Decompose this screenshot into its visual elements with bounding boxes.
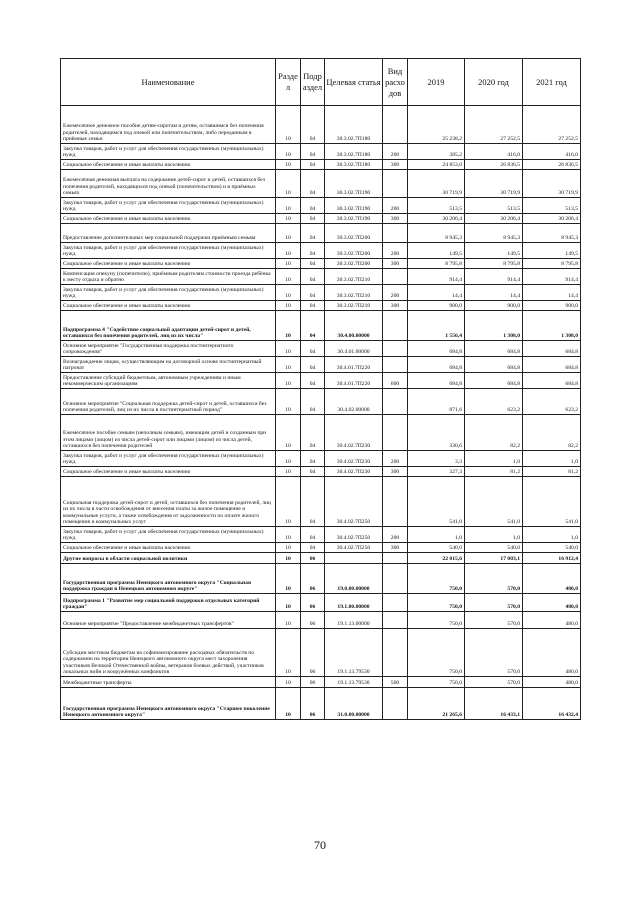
table-cell-2021: 416,0 bbox=[523, 144, 581, 160]
table-cell-vid: 200 bbox=[383, 144, 408, 160]
table-cell-target: 30.3.02.7П190 bbox=[325, 170, 383, 198]
table-cell-podrazdel: 04 bbox=[301, 467, 325, 477]
table-header-row bbox=[61, 59, 581, 106]
table-cell-vid: 300 bbox=[383, 467, 408, 477]
table-cell-razdel: 10 bbox=[276, 527, 301, 543]
table-row bbox=[61, 629, 581, 677]
header-2021: 2021 год bbox=[523, 59, 581, 106]
table-cell-name: Подпрограмма 4 "Содействие социальной адаптации детей-сирот и детей, оставшихся без попечения родителей, лиц из их числа" bbox=[61, 311, 276, 341]
table-cell-2020: 416,0 bbox=[465, 144, 523, 160]
header-name: Наименование bbox=[61, 59, 276, 106]
table-cell-2021: 513,5 bbox=[523, 198, 581, 214]
table-cell-name: Государственная программа Ненецкого автономного округа "Социальная поддержка граждан в Ненецком автономном округе" bbox=[61, 564, 276, 594]
table-cell-target: 30.4.01.7П220 bbox=[325, 357, 383, 373]
table-cell-2019: 24 853,0 bbox=[408, 160, 465, 170]
table-cell-name: Социальное обеспечение и иные выплаты населению bbox=[61, 259, 276, 269]
table-cell-podrazdel: 06 bbox=[301, 594, 325, 612]
table-cell-2021: 16 432,4 bbox=[523, 688, 581, 720]
table-cell-razdel: 10 bbox=[276, 224, 301, 243]
table-cell-2019: 541,0 bbox=[408, 477, 465, 527]
table-cell-2020: 30 206,4 bbox=[465, 214, 523, 224]
table-cell-target: 30.4.02.7П250 bbox=[325, 543, 383, 553]
table-cell-target: 30.3.02.7П200 bbox=[325, 259, 383, 269]
table-cell-target bbox=[325, 553, 383, 564]
table-cell-2019: 914,4 bbox=[408, 269, 465, 285]
table-cell-vid bbox=[383, 389, 408, 415]
table-cell-2019: 327,3 bbox=[408, 467, 465, 477]
table-cell-razdel: 10 bbox=[276, 311, 301, 341]
table-cell-2021: 900,0 bbox=[523, 301, 581, 311]
table-row bbox=[61, 594, 581, 612]
table-cell-podrazdel: 04 bbox=[301, 214, 325, 224]
table-cell-target: 30.4.02.7П250 bbox=[325, 527, 383, 543]
table-cell-razdel: 10 bbox=[276, 612, 301, 629]
table-cell-vid: 300 bbox=[383, 543, 408, 553]
table-cell-2020: 540,0 bbox=[465, 543, 523, 553]
table-cell-razdel: 10 bbox=[276, 214, 301, 224]
table-cell-name: Подпрограмма 1 "Развитие мер социальной поддержки отдельных категорий граждан" bbox=[61, 594, 276, 612]
table-cell-podrazdel: 04 bbox=[301, 477, 325, 527]
table-cell-vid: 200 bbox=[383, 451, 408, 467]
table-cell-vid bbox=[383, 269, 408, 285]
table-cell-2019: 30 719,9 bbox=[408, 170, 465, 198]
table-body bbox=[61, 106, 581, 720]
table-cell-podrazdel: 04 bbox=[301, 144, 325, 160]
table-cell-2020: 1,0 bbox=[465, 527, 523, 543]
table-cell-razdel: 10 bbox=[276, 629, 301, 677]
table-cell-target: 19.1.13.79530 bbox=[325, 629, 383, 677]
table-cell-target: 30.3.02.7П190 bbox=[325, 214, 383, 224]
table-cell-2019: 540,0 bbox=[408, 543, 465, 553]
table-cell-vid: 200 bbox=[383, 198, 408, 214]
page-number: 70 bbox=[314, 838, 326, 852]
table-cell-vid bbox=[383, 170, 408, 198]
budget-table bbox=[60, 58, 581, 720]
table-cell-2019: 8 795,8 bbox=[408, 259, 465, 269]
table-cell-target: 30.4.02.7П230 bbox=[325, 451, 383, 467]
table-cell-2020: 684,8 bbox=[465, 373, 523, 389]
table-cell-name: Закупка товаров, работ и услуг для обеспечения государственных (муниципальных) нужд bbox=[61, 285, 276, 301]
table-cell-2021: 30 206,4 bbox=[523, 214, 581, 224]
table-cell-2020: 1 308,0 bbox=[465, 311, 523, 341]
table-cell-2021: 8 795,8 bbox=[523, 259, 581, 269]
table-cell-2021: 82,2 bbox=[523, 415, 581, 451]
table-cell-vid: 600 bbox=[383, 373, 408, 389]
table-cell-target: 30.4.02.7П230 bbox=[325, 467, 383, 477]
table-cell-2019: 684,8 bbox=[408, 341, 465, 357]
table-row bbox=[61, 106, 581, 144]
table-cell-podrazdel: 06 bbox=[301, 677, 325, 688]
header-2020: 2020 год bbox=[465, 59, 523, 106]
table-row bbox=[61, 467, 581, 477]
table-row bbox=[61, 415, 581, 451]
table-cell-razdel: 10 bbox=[276, 357, 301, 373]
table-cell-razdel: 10 bbox=[276, 389, 301, 415]
table-cell-razdel: 10 bbox=[276, 341, 301, 357]
table-cell-vid bbox=[383, 594, 408, 612]
table-cell-2020: 27 252,5 bbox=[465, 106, 523, 144]
table-cell-2020: 16 433,1 bbox=[465, 688, 523, 720]
table-cell-name: Вознаграждение лицам, осуществляющим на договорной основе постинтернатный патронат bbox=[61, 357, 276, 373]
table-cell-2020: 570,0 bbox=[465, 677, 523, 688]
table-cell-2021: 480,0 bbox=[523, 629, 581, 677]
table-cell-2019: 385,2 bbox=[408, 144, 465, 160]
table-cell-2019: 25 238,2 bbox=[408, 106, 465, 144]
table-cell-2021: 480,0 bbox=[523, 564, 581, 594]
table-cell-name: Ежемесячное пособие семьям (неполным семьям), имеющим детей и созданным при этом лицами (лицом) из числа детей-сирот или лицами (лицом) из числа детей, оставшихся без попечения родителей bbox=[61, 415, 276, 451]
table-row bbox=[61, 527, 581, 543]
table-cell-podrazdel: 06 bbox=[301, 564, 325, 594]
table-cell-2021: 541,0 bbox=[523, 477, 581, 527]
table-cell-name: Закупка товаров, работ и услуг для обеспечения государственных (муниципальных) нужд bbox=[61, 527, 276, 543]
table-cell-2021: 480,0 bbox=[523, 612, 581, 629]
table-cell-name: Закупка товаров, работ и услуг для обеспечения государственных (муниципальных) нужд bbox=[61, 198, 276, 214]
table-cell-2021: 16 912,4 bbox=[523, 553, 581, 564]
table-cell-2020: 17 003,1 bbox=[465, 553, 523, 564]
table-cell-name: Социальное обеспечение и иные выплаты населению bbox=[61, 160, 276, 170]
table-cell-razdel: 10 bbox=[276, 543, 301, 553]
table-cell-razdel: 10 bbox=[276, 688, 301, 720]
table-cell-2020: 8 795,8 bbox=[465, 259, 523, 269]
table-cell-2020: 8 945,3 bbox=[465, 224, 523, 243]
table-row bbox=[61, 553, 581, 564]
table-cell-razdel: 10 bbox=[276, 677, 301, 688]
table-cell-vid bbox=[383, 688, 408, 720]
table-cell-2021: 8 945,3 bbox=[523, 224, 581, 243]
table-cell-vid bbox=[383, 341, 408, 357]
table-cell-vid bbox=[383, 612, 408, 629]
table-cell-vid: 200 bbox=[383, 285, 408, 301]
table-cell-vid: 500 bbox=[383, 677, 408, 688]
table-cell-2021: 623,2 bbox=[523, 389, 581, 415]
table-cell-2019: 684,8 bbox=[408, 357, 465, 373]
table-cell-target: 19.1.13.79530 bbox=[325, 677, 383, 688]
table-cell-2019: 750,0 bbox=[408, 677, 465, 688]
table-cell-2021: 684,8 bbox=[523, 357, 581, 373]
table-cell-razdel: 10 bbox=[276, 243, 301, 259]
table-cell-2019: 3,3 bbox=[408, 451, 465, 467]
table-cell-2021: 480,0 bbox=[523, 594, 581, 612]
table-cell-2021: 1,0 bbox=[523, 451, 581, 467]
table-cell-razdel: 10 bbox=[276, 564, 301, 594]
table-cell-2020: 82,2 bbox=[465, 415, 523, 451]
table-cell-2020: 570,0 bbox=[465, 594, 523, 612]
table-row bbox=[61, 285, 581, 301]
table-cell-podrazdel: 04 bbox=[301, 285, 325, 301]
table-cell-2019: 8 945,3 bbox=[408, 224, 465, 243]
table-row bbox=[61, 612, 581, 629]
table-cell-vid: 300 bbox=[383, 301, 408, 311]
table-cell-name: Ежемесячная денежная выплата на содержание детей-сирот и детей, оставшихся без попечения родителей, находящихся под опекой (попечительством) и в приёмных семьях bbox=[61, 170, 276, 198]
table-cell-name: Компенсация опекуну (попечителю), приёмным родителям стоимости проезда ребёнка к месту отдыха и обратно bbox=[61, 269, 276, 285]
table-cell-2020: 26 836,5 bbox=[465, 160, 523, 170]
table-cell-2019: 30 206,4 bbox=[408, 214, 465, 224]
table-cell-vid: 300 bbox=[383, 214, 408, 224]
table-cell-podrazdel: 06 bbox=[301, 629, 325, 677]
table-cell-razdel: 10 bbox=[276, 451, 301, 467]
table-cell-2019: 330,6 bbox=[408, 415, 465, 451]
table-cell-target: 30.3.02.7П210 bbox=[325, 285, 383, 301]
table-cell-razdel: 10 bbox=[276, 106, 301, 144]
table-cell-2020: 30 719,9 bbox=[465, 170, 523, 198]
table-cell-name: Социальное обеспечение и иные выплаты населению bbox=[61, 214, 276, 224]
table-cell-2021: 684,8 bbox=[523, 373, 581, 389]
table-cell-target: 30.3.02.7П190 bbox=[325, 198, 383, 214]
table-cell-target: 30.4.02.00000 bbox=[325, 389, 383, 415]
table-cell-2021: 81,2 bbox=[523, 467, 581, 477]
table-cell-razdel: 10 bbox=[276, 160, 301, 170]
table-cell-2021: 914,4 bbox=[523, 269, 581, 285]
header-vid: Вид расхо дов bbox=[383, 59, 408, 106]
table-cell-vid bbox=[383, 357, 408, 373]
table-cell-name: Ежемесячное денежное пособие детям-сиротам и детям, оставшимся без попечения родителей, находящимся под опекой или попечительством, либо переданным в приёмные семьи bbox=[61, 106, 276, 144]
table-row bbox=[61, 160, 581, 170]
table-cell-2020: 81,2 bbox=[465, 467, 523, 477]
table-row bbox=[61, 198, 581, 214]
table-cell-target: 19.1.13.00000 bbox=[325, 612, 383, 629]
table-cell-podrazdel: 04 bbox=[301, 415, 325, 451]
table-cell-2020: 1,0 bbox=[465, 451, 523, 467]
table-cell-razdel: 10 bbox=[276, 415, 301, 451]
table-cell-podrazdel: 06 bbox=[301, 553, 325, 564]
table-row bbox=[61, 301, 581, 311]
table-cell-target: 30.3.02.7П200 bbox=[325, 224, 383, 243]
table-cell-razdel: 10 bbox=[276, 259, 301, 269]
header-2019: 2019 bbox=[408, 59, 465, 106]
table-cell-podrazdel: 04 bbox=[301, 341, 325, 357]
table-row bbox=[61, 224, 581, 243]
table-cell-2019: 21 265,6 bbox=[408, 688, 465, 720]
table-cell-2019: 750,0 bbox=[408, 564, 465, 594]
table-cell-name: Предоставление дополнительных мер социальной поддержки приёмным семьям bbox=[61, 224, 276, 243]
table-cell-name: Основное мероприятие "Социальная поддержка детей-сирот и детей, оставшихся без попечения родителей, лиц из их числа в постинтернатный период" bbox=[61, 389, 276, 415]
table-cell-2020: 684,8 bbox=[465, 341, 523, 357]
table-cell-name: Социальная поддержка детей-сирот и детей, оставшихся без попечения родителей, лиц из их числа в части освобождения от внесения платы за жилое помещение и коммунальные услуги, а также освобождения от задолженности по оплате жилого помещения и коммунальных услуг bbox=[61, 477, 276, 527]
table-cell-2019: 750,0 bbox=[408, 612, 465, 629]
table-cell-2019: 1,0 bbox=[408, 527, 465, 543]
table-cell-2019: 900,0 bbox=[408, 301, 465, 311]
table-cell-2020: 623,2 bbox=[465, 389, 523, 415]
table-row bbox=[61, 357, 581, 373]
table-row bbox=[61, 170, 581, 198]
table-cell-target: 30.4.00.00000 bbox=[325, 311, 383, 341]
table-cell-2019: 14,4 bbox=[408, 285, 465, 301]
table-cell-name: Социальное обеспечение и иные выплаты населению bbox=[61, 543, 276, 553]
table-row bbox=[61, 688, 581, 720]
table-cell-2019: 871,6 bbox=[408, 389, 465, 415]
header-razdel: Разде л bbox=[276, 59, 301, 106]
table-cell-2019: 513,5 bbox=[408, 198, 465, 214]
table-cell-podrazdel: 04 bbox=[301, 224, 325, 243]
table-cell-podrazdel: 06 bbox=[301, 688, 325, 720]
table-cell-vid bbox=[383, 477, 408, 527]
table-cell-name: Социальное обеспечение и иные выплаты населению bbox=[61, 467, 276, 477]
table-cell-vid bbox=[383, 629, 408, 677]
table-cell-vid: 300 bbox=[383, 160, 408, 170]
table-cell-target: 31.0.00.00000 bbox=[325, 688, 383, 720]
table-row bbox=[61, 451, 581, 467]
table-cell-target: 30.3.02.7П180 bbox=[325, 144, 383, 160]
table-cell-name: Государственная программа Ненецкого автономного округа "Старшее поколение Ненецкого автономного округа" bbox=[61, 688, 276, 720]
table-cell-2019: 1 556,4 bbox=[408, 311, 465, 341]
table-cell-vid bbox=[383, 224, 408, 243]
table-cell-2020: 14,4 bbox=[465, 285, 523, 301]
table-cell-2021: 480,0 bbox=[523, 677, 581, 688]
table-cell-podrazdel: 06 bbox=[301, 612, 325, 629]
table-cell-target: 30.4.02.7П250 bbox=[325, 477, 383, 527]
table-cell-podrazdel: 04 bbox=[301, 170, 325, 198]
header-target: Целевая статья bbox=[325, 59, 383, 106]
table-cell-2020: 570,0 bbox=[465, 564, 523, 594]
table-cell-vid: 200 bbox=[383, 243, 408, 259]
table-cell-2020: 914,4 bbox=[465, 269, 523, 285]
table-cell-target: 19.0.00.00000 bbox=[325, 564, 383, 594]
table-cell-target: 30.3.02.7П210 bbox=[325, 269, 383, 285]
table-cell-target: 30.3.02.7П180 bbox=[325, 160, 383, 170]
table-cell-name: Закупка товаров, работ и услуг для обеспечения государственных (муниципальных) нужд bbox=[61, 144, 276, 160]
table-cell-name: Основное мероприятие "Государственная поддержка постинтернатного сопровождения" bbox=[61, 341, 276, 357]
table-cell-razdel: 10 bbox=[276, 301, 301, 311]
table-cell-2020: 570,0 bbox=[465, 612, 523, 629]
table-cell-2020: 149,5 bbox=[465, 243, 523, 259]
table-row bbox=[61, 373, 581, 389]
table-cell-vid bbox=[383, 311, 408, 341]
table-cell-vid: 200 bbox=[383, 527, 408, 543]
table-cell-razdel: 10 bbox=[276, 170, 301, 198]
table-cell-razdel: 10 bbox=[276, 144, 301, 160]
table-cell-2021: 26 836,5 bbox=[523, 160, 581, 170]
table-row bbox=[61, 543, 581, 553]
table-cell-2021: 684,8 bbox=[523, 341, 581, 357]
table-cell-2021: 1,0 bbox=[523, 527, 581, 543]
table-cell-name: Закупка товаров, работ и услуг для обеспечения государственных (муниципальных) нужд bbox=[61, 243, 276, 259]
table-cell-podrazdel: 04 bbox=[301, 311, 325, 341]
table-cell-podrazdel: 04 bbox=[301, 269, 325, 285]
table-row bbox=[61, 144, 581, 160]
table-cell-name: Закупка товаров, работ и услуг для обеспечения государственных (муниципальных) нужд bbox=[61, 451, 276, 467]
table-cell-target: 30.4.02.7П230 bbox=[325, 415, 383, 451]
table-cell-2021: 149,5 bbox=[523, 243, 581, 259]
table-cell-2019: 149,5 bbox=[408, 243, 465, 259]
table-cell-podrazdel: 04 bbox=[301, 106, 325, 144]
table-cell-podrazdel: 04 bbox=[301, 198, 325, 214]
table-row bbox=[61, 311, 581, 341]
table-cell-2021: 1 308,0 bbox=[523, 311, 581, 341]
table-cell-2020: 900,0 bbox=[465, 301, 523, 311]
table-cell-vid bbox=[383, 564, 408, 594]
table-cell-razdel: 10 bbox=[276, 285, 301, 301]
table-cell-vid bbox=[383, 106, 408, 144]
table-cell-2019: 22 015,6 bbox=[408, 553, 465, 564]
table-cell-podrazdel: 04 bbox=[301, 527, 325, 543]
table-cell-vid bbox=[383, 553, 408, 564]
table-cell-2020: 684,8 bbox=[465, 357, 523, 373]
table-cell-name: Основное мероприятие "Предоставление межбюджетных трансфертов" bbox=[61, 612, 276, 629]
table-row bbox=[61, 269, 581, 285]
table-cell-podrazdel: 04 bbox=[301, 243, 325, 259]
table-cell-razdel: 10 bbox=[276, 269, 301, 285]
table-cell-podrazdel: 04 bbox=[301, 259, 325, 269]
table-cell-2019: 750,0 bbox=[408, 629, 465, 677]
table-cell-vid bbox=[383, 415, 408, 451]
table-cell-2020: 541,0 bbox=[465, 477, 523, 527]
table-cell-razdel: 10 bbox=[276, 198, 301, 214]
table-cell-name: Субсидии местным бюджетам на софинансирование расходных обязательств по содержанию на территории Ненецкого автономного округа мест захоронения участников Великой Отечественной войны, ветеранов боевых действий, участников локальных войн и вооружённых конфликтов bbox=[61, 629, 276, 677]
table-cell-podrazdel: 04 bbox=[301, 357, 325, 373]
table-cell-target: 30.4.01.7П220 bbox=[325, 373, 383, 389]
table-cell-razdel: 10 bbox=[276, 373, 301, 389]
table-cell-podrazdel: 04 bbox=[301, 389, 325, 415]
table-cell-target: 19.1.00.00000 bbox=[325, 594, 383, 612]
table-row bbox=[61, 564, 581, 594]
table-cell-target: 30.4.01.00000 bbox=[325, 341, 383, 357]
header-podrazdel: Подр аздел bbox=[301, 59, 325, 106]
table-cell-target: 30.3.02.7П180 bbox=[325, 106, 383, 144]
table-cell-2021: 30 719,9 bbox=[523, 170, 581, 198]
table-row bbox=[61, 341, 581, 357]
table-cell-2021: 27 252,5 bbox=[523, 106, 581, 144]
table-row bbox=[61, 477, 581, 527]
table-row bbox=[61, 677, 581, 688]
table-row bbox=[61, 243, 581, 259]
table-cell-name: Межбюджетные трансферты bbox=[61, 677, 276, 688]
table-cell-razdel: 10 bbox=[276, 467, 301, 477]
table-cell-2021: 540,0 bbox=[523, 543, 581, 553]
table-cell-2020: 513,5 bbox=[465, 198, 523, 214]
table-cell-name: Другие вопросы в области социальной политики bbox=[61, 553, 276, 564]
table-cell-2019: 750,0 bbox=[408, 594, 465, 612]
table-cell-2019: 684,8 bbox=[408, 373, 465, 389]
table-cell-podrazdel: 04 bbox=[301, 451, 325, 467]
table-cell-2020: 570,0 bbox=[465, 629, 523, 677]
table-cell-podrazdel: 04 bbox=[301, 160, 325, 170]
table-cell-name: Предоставление субсидий бюджетным, автономным учреждениям и иным некоммерческим организациям bbox=[61, 373, 276, 389]
table-cell-razdel: 10 bbox=[276, 477, 301, 527]
table-cell-podrazdel: 04 bbox=[301, 373, 325, 389]
table-cell-vid: 300 bbox=[383, 259, 408, 269]
table-row bbox=[61, 389, 581, 415]
table-cell-2021: 14,4 bbox=[523, 285, 581, 301]
table-cell-target: 30.3.02.7П210 bbox=[325, 301, 383, 311]
table-row bbox=[61, 259, 581, 269]
table-cell-podrazdel: 04 bbox=[301, 543, 325, 553]
table-cell-razdel: 10 bbox=[276, 553, 301, 564]
table-cell-podrazdel: 04 bbox=[301, 301, 325, 311]
table-cell-razdel: 10 bbox=[276, 594, 301, 612]
table-cell-target: 30.3.02.7П200 bbox=[325, 243, 383, 259]
table-cell-name: Социальное обеспечение и иные выплаты населению bbox=[61, 301, 276, 311]
table-row bbox=[61, 214, 581, 224]
